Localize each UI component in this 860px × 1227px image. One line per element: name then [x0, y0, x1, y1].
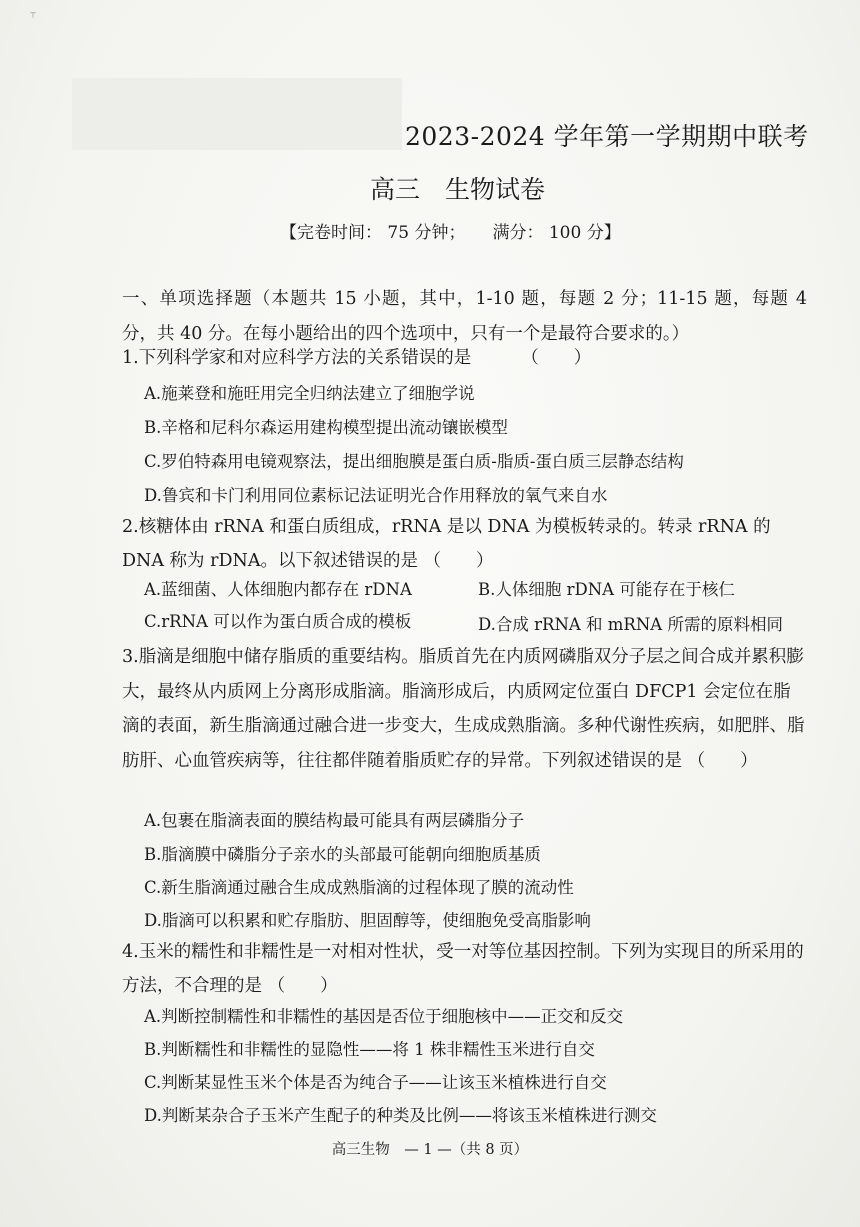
question-1-stem	[122, 341, 807, 375]
question-stem-text: 4.玉米的糯性和非糯性是一对相对性状，受一对等位基因控制。下列为实现目的所采用的方法，不合理的是	[122, 942, 804, 996]
question-3-option-b: B.脂滴膜中磷脂分子亲水的头部最可能朝向细胞质基质	[144, 845, 541, 864]
answer-paren: （ ）	[521, 348, 592, 368]
question-4-stem	[122, 935, 807, 1003]
answer-paren: （ ）	[423, 551, 494, 571]
answer-paren: （ ）	[267, 976, 338, 996]
question-4-option-a: A.判断控制糯性和非糯性的基因是否位于细胞核中——正交和反交	[144, 1007, 624, 1026]
question-4-option-c: C.判断某显性玉米个体是否为纯合子——让该玉米植株进行自交	[144, 1073, 607, 1092]
section-heading: 一、单项选择题（本题共 15 小题，其中，1-10 题，每题 2 分；11-15 题，每题 4 分，共 40 分。在每小题给出的四个选项中，只有一个是最符合要求的。）	[122, 289, 807, 344]
question-3-option-c: C.新生脂滴通过融合生成成熟脂滴的过程体现了膜的流动性	[144, 878, 574, 897]
exam-time-score: 【完卷时间： 75 分钟； 满分： 100 分】	[280, 223, 621, 243]
question-1-option-a: A.施莱登和施旺用完全归纳法建立了细胞学说	[144, 384, 475, 403]
question-2-stem	[122, 510, 807, 578]
question-1-option-c: C.罗伯特森用电镜观察法，提出细胞膜是蛋白质-脂质-蛋白质三层静态结构	[144, 452, 684, 471]
scan-shade-area	[72, 78, 402, 150]
question-2-option-c: C.rRNA 可以作为蛋白质合成的模板	[144, 612, 412, 631]
question-4-option-d: D.判断某杂合子玉米产生配子的种类及比例——将该玉米植株进行测交	[144, 1106, 657, 1125]
exam-subtitle: 高三 生物试卷	[370, 175, 546, 204]
question-2-option-a: A.蓝细菌、人体细胞内都存在 rDNA	[144, 580, 412, 599]
question-stem-text: 2.核糖体由 rRNA 和蛋白质组成，rRNA 是以 DNA 为模板转录的。转录 rRNA 的 DNA 称为 rDNA。以下叙述错误的是	[122, 517, 771, 571]
question-1-option-d: D.鲁宾和卡门利用同位素标记法证明光合作用释放的氧气来自水	[144, 486, 608, 505]
question-2-option-b: B.人体细胞 rDNA 可能存在于核仁	[478, 580, 735, 599]
question-4-option-b: B.判断糯性和非糯性的显隐性——将 1 株非糯性玉米进行自交	[144, 1040, 595, 1059]
exam-title: 2023-2024 学年第一学期期中联考	[405, 122, 809, 151]
question-stem-text: 1.下列科学家和对应科学方法的关系错误的是	[122, 348, 472, 368]
scan-corner-mark: ⸆	[30, 10, 37, 24]
question-3-stem	[122, 640, 807, 778]
question-3-option-a: A.包裹在脂滴表面的膜结构最可能具有两层磷脂分子	[144, 811, 525, 830]
page-footer: 高三生物 — 1 —（共 8 页）	[331, 1142, 529, 1158]
question-2-option-d: D.合成 rRNA 和 mRNA 所需的原料相同	[478, 615, 783, 634]
question-3-option-d: D.脂滴可以积累和贮存脂肪、胆固醇等，使细胞免受高脂影响	[144, 911, 591, 930]
answer-paren: （ ）	[687, 750, 758, 771]
question-1-option-b: B.辛格和尼科尔森运用建构模型提出流动镶嵌模型	[144, 418, 508, 437]
question-stem-text: 3.脂滴是细胞中储存脂质的重要结构。脂质首先在内质网磷脂双分子层之间合成并累积膨大，最终从内质网上分离形成脂滴。脂滴形成后，内质网定位蛋白 DFCP1 会定位在脂滴的表面，新生脂滴通过融合进一步变大，生成成熟脂滴。多种代谢性疾病，如肥胖、脂肪肝、心血管疾病等，往往都伴随着脂质贮存的异常。下列叙述错误的是	[122, 647, 805, 771]
